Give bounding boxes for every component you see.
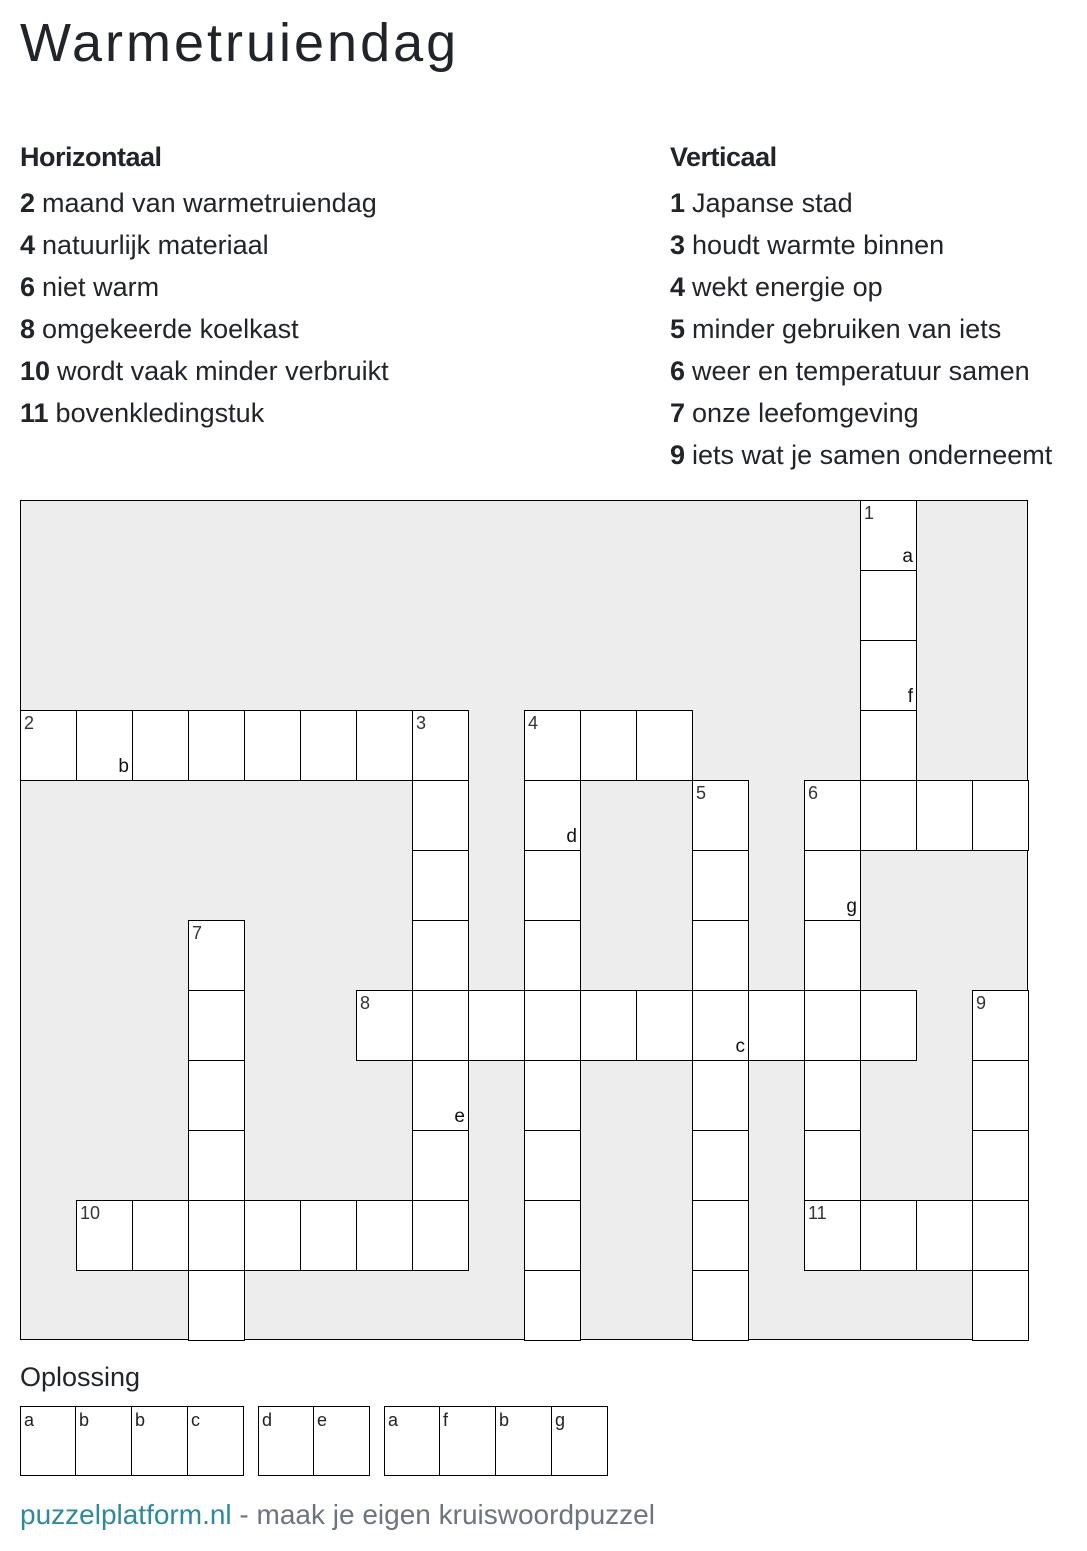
grid-cell[interactable] — [972, 990, 1029, 1061]
grid-cell[interactable] — [804, 1200, 861, 1271]
clue-item — [670, 392, 1052, 434]
solution-letter-marker: g — [846, 896, 857, 917]
solution-cell[interactable] — [440, 1406, 496, 1476]
grid-cell[interactable] — [860, 780, 917, 851]
grid-cell[interactable] — [300, 710, 357, 781]
clue-item — [20, 266, 389, 308]
solution-word-1 — [20, 1406, 244, 1476]
clue-text: houdt warmte binnen — [692, 230, 945, 260]
grid-cell[interactable] — [188, 710, 245, 781]
grid-cell[interactable] — [76, 1200, 133, 1271]
grid-cell[interactable] — [412, 1060, 469, 1131]
clue-item — [20, 182, 389, 224]
clue-number: 2 — [20, 188, 36, 218]
grid-cell[interactable] — [524, 1270, 581, 1341]
solution-letter-key: e — [317, 1410, 328, 1430]
grid-cell[interactable] — [692, 780, 749, 851]
clue-number: 9 — [670, 440, 686, 470]
grid-cell[interactable] — [356, 710, 413, 781]
clue-number: 6 — [670, 356, 686, 386]
clue-number: 1 — [670, 188, 686, 218]
solution-letter-marker: d — [566, 826, 577, 847]
solution-letter-marker: f — [907, 686, 913, 707]
clue-text: wekt energie op — [692, 272, 883, 302]
clue-item — [670, 224, 1052, 266]
grid-cell[interactable] — [692, 1200, 749, 1271]
grid-cell[interactable] — [692, 920, 749, 991]
solution-letter-key: b — [135, 1410, 146, 1430]
site-link[interactable]: puzzelplatform.nl — [20, 1499, 232, 1530]
grid-cell[interactable] — [524, 710, 581, 781]
grid-cell[interactable] — [300, 1200, 357, 1271]
grid-cell[interactable] — [412, 920, 469, 991]
grid-cell[interactable] — [132, 710, 189, 781]
clue-text: bovenkledingstuk — [55, 398, 265, 428]
clue-number: 4 — [670, 272, 686, 302]
solution-letter-key: a — [24, 1410, 35, 1430]
clue-text: minder gebruiken van iets — [692, 314, 1002, 344]
clue-number-label: 11 — [808, 1203, 827, 1223]
grid-cell[interactable] — [524, 1130, 581, 1201]
grid-cell[interactable] — [860, 570, 917, 641]
clue-number-label: 6 — [808, 783, 819, 803]
grid-cell[interactable] — [804, 920, 861, 991]
solution-cell[interactable] — [188, 1406, 244, 1476]
clue-item — [20, 224, 389, 266]
grid-cell[interactable] — [468, 990, 525, 1061]
vertical-clues — [670, 140, 1052, 476]
clue-text: natuurlijk materiaal — [42, 230, 269, 260]
grid-cell[interactable] — [412, 1130, 469, 1201]
grid-cell[interactable] — [524, 1060, 581, 1131]
grid-cell[interactable] — [412, 780, 469, 851]
horizontal-clues — [20, 140, 389, 434]
grid-cell[interactable] — [412, 850, 469, 921]
clue-number-label: 5 — [696, 783, 707, 803]
grid-cell[interactable] — [860, 710, 917, 781]
clue-number-label: 8 — [360, 993, 371, 1013]
solution-letter-marker: b — [118, 756, 129, 777]
crossword-grid — [20, 500, 1028, 1340]
horizontal-heading: Horizontaal — [20, 142, 162, 172]
grid-cell[interactable] — [972, 1270, 1029, 1341]
grid-cell[interactable] — [860, 1200, 917, 1271]
grid-cell[interactable] — [132, 1200, 189, 1271]
grid-cell[interactable] — [524, 780, 581, 851]
grid-cell[interactable] — [244, 710, 301, 781]
grid-cell[interactable] — [916, 1200, 973, 1271]
grid-cell[interactable] — [188, 1270, 245, 1341]
grid-cell[interactable] — [412, 990, 469, 1061]
grid-cell[interactable] — [860, 990, 917, 1061]
solution-letter-key: a — [388, 1410, 399, 1430]
solution-letter-key: d — [262, 1410, 273, 1430]
clue-text: niet warm — [42, 272, 160, 302]
grid-cell[interactable] — [692, 1270, 749, 1341]
solution-cell[interactable] — [76, 1406, 132, 1476]
footer-tagline: - maak je eigen kruiswoordpuzzel — [231, 1499, 655, 1530]
solution-letter-key: g — [555, 1410, 566, 1430]
clue-text: onze leefomgeving — [692, 398, 919, 428]
solution-letter-marker: e — [454, 1106, 465, 1127]
grid-cell[interactable] — [188, 920, 245, 991]
grid-cell[interactable] — [804, 1130, 861, 1201]
grid-cell[interactable] — [356, 1200, 413, 1271]
solution-cell[interactable] — [132, 1406, 188, 1476]
clue-item — [20, 350, 389, 392]
vertical-heading: Verticaal — [670, 142, 777, 172]
solution-word-2 — [258, 1406, 370, 1476]
footer — [20, 1497, 655, 1533]
grid-cell[interactable] — [356, 990, 413, 1061]
grid-cell[interactable] — [692, 1060, 749, 1131]
clue-item — [670, 350, 1052, 392]
grid-cell[interactable] — [524, 990, 581, 1061]
grid-cell[interactable] — [972, 1060, 1029, 1131]
clue-number-label: 1 — [864, 503, 875, 523]
grid-cell[interactable] — [804, 780, 861, 851]
grid-cell[interactable] — [692, 1130, 749, 1201]
solution-cell[interactable] — [314, 1406, 370, 1476]
solution-cell[interactable] — [384, 1406, 440, 1476]
solution-cell[interactable] — [258, 1406, 314, 1476]
clue-number: 5 — [670, 314, 686, 344]
clue-item — [670, 308, 1052, 350]
grid-cell[interactable] — [524, 1200, 581, 1271]
solution-letter-marker: c — [735, 1036, 745, 1057]
clue-text: iets wat je samen onderneemt — [692, 440, 1053, 470]
solution-letter-key: b — [79, 1410, 90, 1430]
grid-cell[interactable] — [76, 710, 133, 781]
grid-cell[interactable] — [580, 990, 637, 1061]
clue-number: 3 — [670, 230, 686, 260]
solution-letter-key: c — [191, 1410, 200, 1430]
clue-number-label: 10 — [80, 1203, 101, 1223]
clue-item — [670, 434, 1052, 476]
grid-cell[interactable] — [412, 710, 469, 781]
solution-letter-marker: a — [902, 546, 913, 567]
grid-cell[interactable] — [972, 1130, 1029, 1201]
grid-cell[interactable] — [188, 990, 245, 1061]
grid-cell[interactable] — [188, 1060, 245, 1131]
solution-cell[interactable] — [496, 1406, 552, 1476]
grid-cell[interactable] — [804, 1060, 861, 1131]
clue-text: weer en temperatuur samen — [692, 356, 1030, 386]
grid-cell[interactable] — [972, 780, 1029, 851]
grid-cell[interactable] — [972, 1200, 1029, 1271]
grid-cell[interactable] — [636, 710, 693, 781]
clue-item — [20, 392, 389, 434]
grid-cell[interactable] — [748, 990, 805, 1061]
grid-cell[interactable] — [692, 850, 749, 921]
clue-number-label: 9 — [976, 993, 987, 1013]
solution-label: Oplossing — [20, 1362, 141, 1392]
grid-cell[interactable] — [244, 1200, 301, 1271]
grid-cell[interactable] — [20, 710, 77, 781]
solution-letter-key: b — [499, 1410, 510, 1430]
clue-number: 7 — [670, 398, 686, 428]
clue-number: 6 — [20, 272, 36, 302]
clue-number-label: 7 — [192, 923, 203, 943]
grid-cell[interactable] — [860, 500, 917, 571]
solution-letter-key: f — [443, 1410, 449, 1430]
grid-cell[interactable] — [188, 1130, 245, 1201]
page-title: Warmetruiendag — [20, 13, 460, 73]
clue-number: 11 — [20, 398, 49, 428]
clue-number: 4 — [20, 230, 36, 260]
clue-number: 8 — [20, 314, 36, 344]
grid-cell[interactable] — [916, 780, 973, 851]
grid-cell[interactable] — [636, 990, 693, 1061]
grid-cell[interactable] — [860, 640, 917, 711]
grid-cell[interactable] — [804, 850, 861, 921]
clue-text: omgekeerde koelkast — [42, 314, 299, 344]
clue-number: 10 — [20, 356, 51, 386]
grid-cell[interactable] — [692, 990, 749, 1061]
grid-cell[interactable] — [524, 920, 581, 991]
grid-cell[interactable] — [412, 1200, 469, 1271]
solution-cell[interactable] — [20, 1406, 76, 1476]
clue-item — [20, 308, 389, 350]
clue-item — [670, 266, 1052, 308]
clue-number-label: 3 — [416, 713, 427, 733]
solution-word-3 — [384, 1406, 608, 1476]
grid-cell[interactable] — [524, 850, 581, 921]
grid-cell[interactable] — [804, 990, 861, 1061]
clue-text: Japanse stad — [692, 188, 853, 218]
grid-cell[interactable] — [580, 710, 637, 781]
solution-cell[interactable] — [552, 1406, 608, 1476]
clue-text: maand van warmetruiendag — [42, 188, 377, 218]
clue-number-label: 4 — [528, 713, 539, 733]
grid-cell[interactable] — [188, 1200, 245, 1271]
clue-text: wordt vaak minder verbruikt — [57, 356, 389, 386]
clue-item — [670, 182, 1052, 224]
clue-number-label: 2 — [24, 713, 35, 733]
